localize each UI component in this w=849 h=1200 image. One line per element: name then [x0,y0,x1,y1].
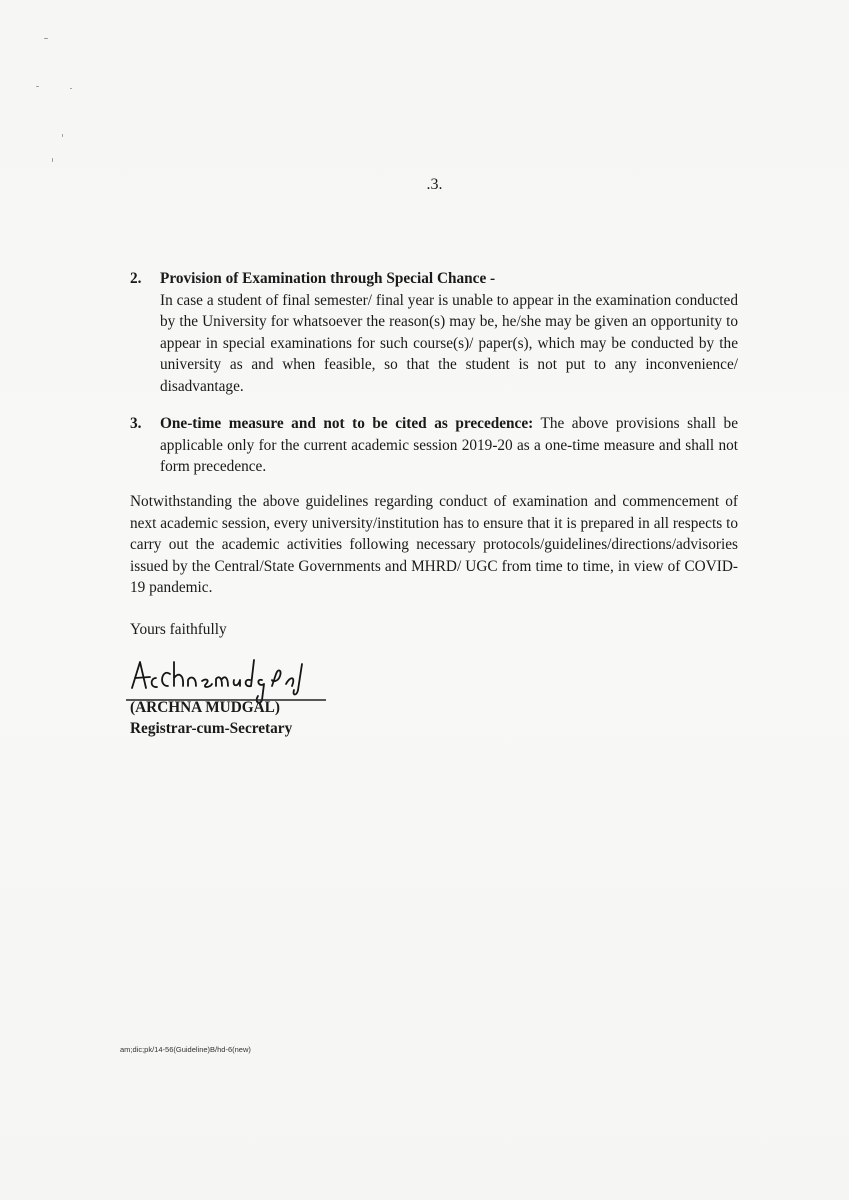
section-3-number: 3. [130,415,142,432]
section-3-lead: One-time measure and not to be cited as precedence: [160,415,534,432]
section-2-number: 2. [130,270,142,287]
section-3-text: The above provisions shall be applicable only for the current academic session 2019-20 as a one-time measure and shall not form precedence. [160,415,738,475]
valediction: Yours faithfully [130,621,227,638]
section-2 [130,268,738,397]
signatory-designation: Registrar-cum-Secretary [130,720,293,737]
section-2-body: In case a student of final semester/ final year is unable to appear in the examination conducted by the University for whatsoever the reason(s) may be, he/she may be given an opportunity to appear in special examinations for such course(s)/ paper(s), which may be conducted by the university as and when feasible, so that the student is not put to any inconvenience/ disadvantage. [160,291,738,395]
signatory-name: (ARCHNA MUDGAL) [130,699,280,716]
closing-paragraph: Notwithstanding the above guidelines regarding conduct of examination and commencement of next academic session, every university/institution has to ensure that it is prepared in all respects to carry out the academic activities following necessary protocols/guidelines/directions/advisories issued by the Central/State Governments and MHRD/ UGC from time to time, in view of COVID-19 pandemic. [130,493,738,596]
scan-speck [62,134,63,137]
scan-speck [44,38,48,39]
section-3 [130,413,738,478]
scan-speck [70,88,72,89]
scan-speck [52,158,53,162]
section-2-title: Provision of Examination through Special Chance - [160,270,496,287]
footer-reference: am;dic;pk/14-56(Guideline)B/hd-6(new) [120,1045,251,1054]
scan-speck [36,86,39,87]
page-number: .3. [426,176,443,193]
section-3-body [160,413,738,478]
section-2-heading [130,268,738,290]
